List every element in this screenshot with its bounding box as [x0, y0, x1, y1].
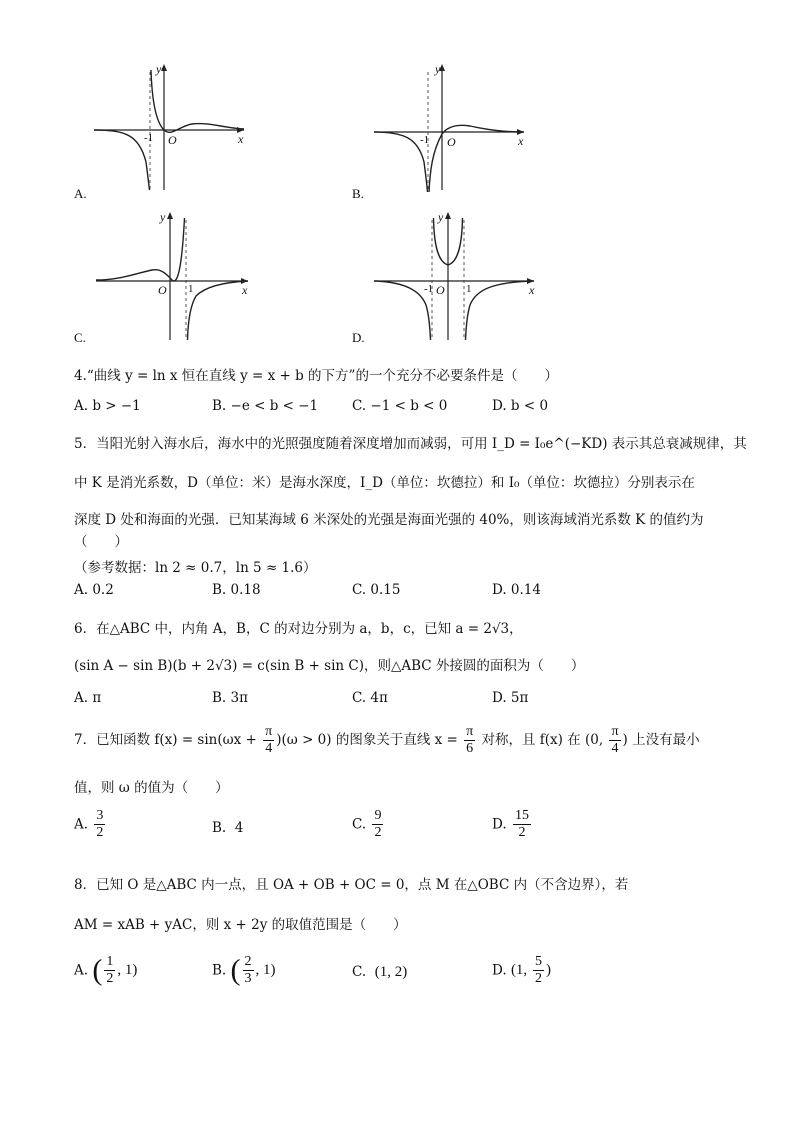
- q7-line-1-part-b: )(ω > 0) 的图象关于直线 x =: [276, 732, 463, 748]
- q5-line-3: 深度 D 处和海面的光强．已知某海域 6 米深处的光强是海面光强的 40%，则该海域消光系数 K 的值约为: [74, 512, 704, 528]
- graph-d: [374, 210, 544, 340]
- q7-fraction-pi-over-4-b: [609, 724, 620, 757]
- q4-option-a: A. b > −1: [74, 398, 141, 414]
- q8-option-b-label: B.: [212, 962, 227, 979]
- q7-option-b-value: 4: [234, 820, 244, 836]
- q5-option-a: A. 0.2: [74, 582, 114, 598]
- q8-option-a-open: (: [92, 953, 103, 987]
- q7-option-d-label: D.: [492, 816, 507, 833]
- q7-fraction-pi-over-6: [464, 724, 475, 757]
- q7-fraction-3-num: π: [611, 724, 619, 739]
- q8-option-d-label: D.: [492, 962, 507, 979]
- q8-option-d: [492, 954, 551, 987]
- graph-d-neg-one-label: -1: [424, 283, 434, 295]
- q4-option-d: D. b < 0: [492, 398, 549, 414]
- q7-line-1-part-a: 7．已知函数 f(x) = sin(ωx +: [74, 732, 262, 748]
- q6-option-b: B. 3π: [212, 690, 248, 706]
- q7-option-a-label: A.: [74, 816, 89, 833]
- q8-option-c-value: (1, 2): [374, 964, 408, 980]
- q7-line-1-part-c: 对称，且 f(x) 在 (0,: [477, 732, 608, 748]
- q4-option-b: B. −e < b < −1: [212, 398, 319, 414]
- q7-fraction-pi-over-4: [263, 724, 274, 757]
- q8-option-d-open: (1,: [510, 962, 531, 978]
- graph-a-y-label: y: [156, 62, 162, 76]
- graph-b: [374, 62, 534, 192]
- q7-option-a-den: 2: [96, 825, 104, 840]
- q8-option-a: [74, 954, 137, 987]
- q8-option-d-den: 2: [534, 971, 542, 986]
- graph-label-a: A.: [74, 186, 87, 201]
- graph-b-x-label: x: [518, 134, 524, 148]
- q8-option-b-num: 2: [244, 954, 252, 969]
- graph-c-origin-label: O: [158, 283, 167, 297]
- q6-option-c: C. 4π: [352, 690, 388, 706]
- q6-option-d: D. 5π: [492, 690, 529, 706]
- q6-line-2: (sin A − sin B)(b + 2√3) = c(sin B + sin C)，则△ABC 外接圆的面积为（ ）: [74, 658, 585, 674]
- graph-c-x-label: x: [242, 283, 248, 297]
- q7-option-c-label: C.: [352, 816, 367, 833]
- q5-line-2: 中 K 是消光系数，D（单位：米）是海水深度，I_D（单位：坎德拉）和 I₀（单位：坎德拉）分别表示在: [74, 475, 695, 491]
- q7-fraction-3-den: 4: [611, 741, 619, 756]
- q4-option-c: C. −1 < b < 0: [352, 398, 448, 414]
- q5-option-b: B. 0.18: [212, 582, 261, 598]
- q7-option-c: [352, 808, 385, 841]
- q7-option-b-label: B.: [212, 820, 227, 836]
- graph-a-x-label: x: [238, 132, 244, 146]
- q8-option-b: [212, 954, 276, 987]
- graph-d-y-label: y: [438, 210, 444, 224]
- graph-label-d: D.: [352, 330, 365, 345]
- q5-option-d: D. 0.14: [492, 582, 541, 598]
- graph-b-neg-one-label: -1: [420, 134, 430, 146]
- q7-fraction-2-num: π: [466, 724, 474, 739]
- graph-c-one-label: 1: [188, 283, 194, 295]
- q8-line-2: AM = xAB + yAC，则 x + 2y 的取值范围是（ ）: [74, 917, 407, 933]
- q8-line-1: 8．已知 O 是△ABC 内一点，且 OA + OB + OC = 0，点 M 在△OBC 内（不含边界），若: [74, 877, 629, 893]
- q7-line-1-part-d: ) 上没有最小: [622, 732, 700, 748]
- q5-reference-data: （参考数据：ln 2 ≈ 0.7，ln 5 ≈ 1.6）: [74, 560, 317, 576]
- q8-option-d-num: 5: [534, 954, 542, 969]
- q8-option-d-close: ): [545, 962, 551, 978]
- q8-option-a-den: 2: [106, 971, 114, 986]
- graph-a-neg-one-label: -1: [144, 132, 154, 144]
- q7-fraction-1-den: 4: [265, 741, 273, 756]
- q7-option-a-num: 3: [96, 808, 104, 823]
- q4-stem: 4.“曲线 y = ln x 恒在直线 y = x + b 的下方”的一个充分不必要条件是（ ）: [74, 368, 558, 384]
- q7-fraction-1-num: π: [265, 724, 273, 739]
- graph-d-one-label: 1: [466, 283, 472, 295]
- graph-b-origin-label: O: [447, 135, 456, 149]
- graph-d-origin-label: O: [436, 283, 445, 297]
- q7-line-1: [74, 724, 700, 757]
- q7-option-d: [492, 808, 533, 841]
- graph-label-b: B.: [352, 186, 364, 201]
- graph-b-plot: [374, 62, 534, 192]
- q7-option-d-value: [513, 808, 531, 841]
- q7-option-b: [212, 820, 243, 836]
- q7-line-2: 值，则 ω 的值为（ ）: [74, 780, 229, 796]
- q8-option-d-fraction: [533, 954, 544, 987]
- q8-option-a-num: 1: [106, 954, 114, 969]
- q7-option-a-value: [94, 808, 105, 841]
- graph-label-c: C.: [74, 330, 86, 345]
- q5-option-c: C. 0.15: [352, 582, 401, 598]
- q7-option-a: [74, 808, 107, 841]
- q8-option-a-fraction: [104, 954, 115, 987]
- q8-option-c: [352, 964, 407, 981]
- q7-fraction-2-den: 6: [466, 741, 474, 756]
- q8-option-b-den: 3: [244, 971, 252, 986]
- graph-d-x-label: x: [529, 283, 535, 297]
- graph-a: [94, 62, 254, 192]
- q7-option-c-value: [372, 808, 383, 841]
- graph-a-origin-label: O: [168, 133, 177, 147]
- q8-option-a-label: A.: [74, 962, 89, 979]
- q7-option-d-den: 2: [518, 825, 526, 840]
- q6-option-a: A. π: [74, 690, 102, 706]
- graph-c-y-label: y: [160, 210, 166, 224]
- graph-b-y-label: y: [435, 62, 441, 76]
- q8-option-b-fraction: [243, 954, 254, 987]
- graph-c-plot: [96, 210, 256, 340]
- q5-line-1: 5．当阳光射入海水后，海水中的光照强度随着深度增加而减弱，可用 I_D = I₀e^(−KD) 表示其总衰减规律，其: [74, 436, 747, 452]
- q6-line-1: 6．在△ABC 中，内角 A，B，C 的对边分别为 a，b，c，已知 a = 2√3，: [74, 621, 523, 637]
- q8-option-a-close: , 1): [117, 962, 138, 978]
- q7-option-c-den: 2: [374, 825, 382, 840]
- graph-c: [96, 210, 256, 340]
- q7-option-d-num: 15: [514, 808, 529, 823]
- q5-line-4: （ ）: [74, 534, 128, 550]
- q7-option-c-num: 9: [374, 808, 382, 823]
- graph-a-plot: [94, 62, 254, 192]
- q8-option-c-label: C.: [352, 964, 367, 980]
- q8-option-b-close: , 1): [255, 962, 276, 978]
- graph-d-plot: [374, 210, 544, 340]
- q8-option-b-open: (: [230, 953, 241, 987]
